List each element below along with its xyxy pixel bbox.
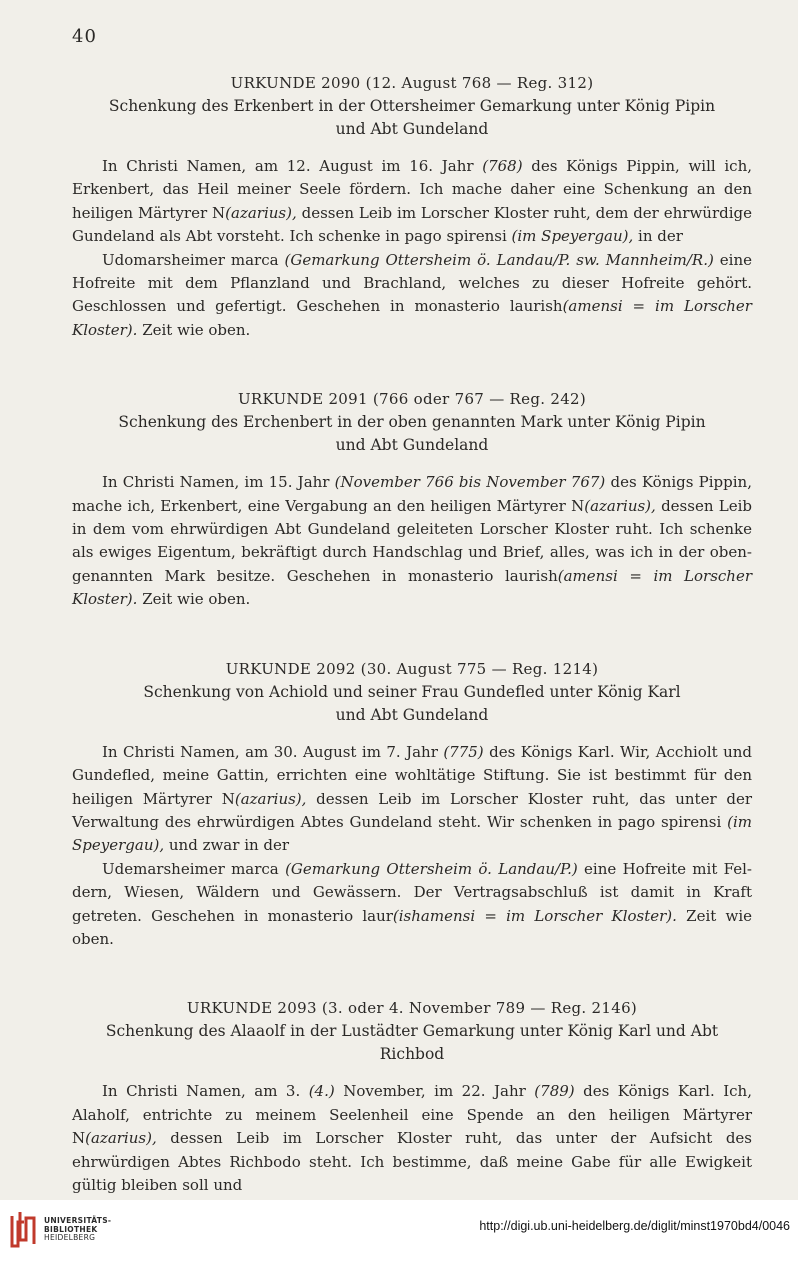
document-title-line: Schenkung des Erchenbert in der oben genannten Mark unter König Pipin	[118, 413, 706, 432]
document-paragraph	[72, 858, 752, 952]
document-heading: URKUNDE 2093 (3. oder 4. November 789 — Reg. 2146)	[186, 999, 638, 1018]
library-logo-icon	[8, 1210, 38, 1250]
italic-annotation: (azarius),	[85, 1129, 157, 1148]
document-title	[72, 681, 752, 727]
document-section	[72, 997, 752, 1197]
document-heading: URKUNDE 2092 (30. August 775 — Reg. 1214)	[225, 659, 599, 678]
document-title-line: und Abt Gundeland	[335, 120, 489, 138]
page-number: 40	[72, 26, 97, 47]
italic-annotation: (Gemarkung Ottersheim ö. Landau/P. sw. Mannheim/R.)	[284, 250, 714, 269]
document-title-line: und Abt Gundeland	[335, 705, 489, 724]
text-run: eine Hofreite mit dem Pflanzland und Brachland, welches zu dieser Hofreite gehört. Geschlossen und gefertigt. Geschehen in monasterio laurish	[72, 250, 752, 316]
text-run: Zeit wie oben.	[137, 590, 251, 609]
italic-annotation: (im Speyergau),	[511, 227, 634, 246]
document-title	[72, 95, 752, 141]
library-name-line-2: BIBLIOTHEK	[44, 1224, 98, 1234]
source-url-link[interactable]: http://digi.ub.uni-heidelberg.de/diglit/minst1970bd4/0046	[479, 1219, 790, 1233]
italic-annotation: (Gemarkung Ottersheim ö. Landau/P.)	[285, 859, 578, 878]
text-run: Zeit wie oben.	[137, 320, 251, 339]
text-run: Zeit wie oben.	[72, 906, 752, 948]
document-paragraph	[72, 1080, 752, 1197]
library-name-line-1: UNIVERSITÄTS-	[44, 1216, 112, 1225]
italic-annotation: (768)	[482, 157, 523, 175]
document-title	[72, 1020, 752, 1066]
text-run: dessen Leib in dem vom ehrwürdigen Abt Gundeland geleiteten Lorscher Kloster ruht. Ich schenke als ewiges Eigentum, bekräftigt durch Handschlag und Brief, alles, was ich in der obengenannten Mark besitze. Geschehen in monasterio laurish	[72, 496, 752, 585]
italic-annotation: (azarius),	[234, 789, 307, 808]
text-run: November, im 22. Jahr	[334, 1082, 535, 1101]
italic-annotation: (azarius),	[584, 496, 656, 515]
text-run: In Christi Namen, im 15. Jahr	[102, 473, 335, 492]
text-run: in der	[633, 227, 683, 246]
text-run: In Christi Namen, am 3.	[102, 1082, 309, 1101]
document-title-line: Schenkung des Alaaolf in der Lustädter Gemarkung unter König Karl und Abt Richbod	[105, 1022, 719, 1064]
document-paragraph	[72, 155, 752, 249]
text-run: In Christi Namen, am 12. August im 16. Jahr	[102, 157, 483, 175]
text-run: dessen Leib im Lorscher Kloster ruht, dem der ehrwürdige Gundeland als Abt vorsteht. Ich schenke in pago spirensi	[72, 203, 752, 246]
text-run: dessen Leib im Lorscher Kloster ruht, das unter der Aufsicht des ehrwürdigen Abtes Richbodo steht. Ich bestimme, daß meine Gabe für alle Ewigkeit gültig bleiben soll und	[72, 1129, 752, 1194]
document-heading: URKUNDE 2090 (12. August 768 — Reg. 312)	[230, 74, 594, 92]
footer-bar	[0, 1200, 798, 1264]
text-run: des Königs Karl. Wir, Acchiolt und Gundefled, meine Gattin, errichten eine wohltätige Stiftung. Sie ist bestimmt für den heiligen Märtyrer N	[72, 742, 753, 808]
document-title-line: und Abt Gundeland	[335, 436, 489, 455]
text-run: dessen Leib im Lorscher Kloster ruht, das unter der Verwaltung des ehrwürdigen Abtes Gundeland steht. Wir schenken in pago spirensi	[72, 789, 752, 831]
document-section	[72, 72, 752, 342]
document-paragraph	[72, 741, 752, 858]
italic-annotation: (ishamensi = im Lorscher Kloster).	[392, 906, 677, 925]
italic-annotation: (amensi = im Lorscher Kloster).	[72, 566, 752, 609]
italic-annotation: (4.)	[308, 1082, 335, 1101]
italic-annotation: (amensi = im Lorscher Kloster).	[72, 297, 752, 339]
italic-annotation: (im Speyergau),	[72, 812, 752, 855]
document-section	[72, 658, 752, 952]
text-run: Udomarsheimer marca	[102, 250, 285, 269]
italic-annotation: (November 766 bis November 767)	[334, 473, 606, 492]
document-title-line: Schenkung des Erkenbert in der Ottersheimer Gemarkung unter König Pipin	[108, 97, 716, 115]
text-run: des Königs Pippin, mache ich, Erkenbert, eine Vergabung an den heiligen Märtyrer N	[72, 473, 752, 515]
italic-annotation: (789)	[534, 1082, 575, 1101]
text-run: des Königs Pippin, will ich, Erkenbert, das Heil meiner Seele fördern. Ich mache daher eine Schenkung an den heiligen Märtyrer N	[72, 157, 752, 222]
italic-annotation: (775)	[443, 742, 484, 761]
page-content	[72, 72, 752, 1197]
document-heading: URKUNDE 2091 (766 oder 767 — Reg. 242)	[237, 390, 587, 409]
text-run: eine Hofreite mit Feldern, Wiesen, Wäldern und Gewässern. Der Vertragsabschluß ist damit in Kraft getreten. Geschehen in monasterio laur	[72, 859, 752, 925]
document-paragraph	[72, 471, 752, 611]
document-title-line: Schenkung von Achiold und seiner Frau Gundefled unter König Karl	[143, 682, 681, 701]
document-title	[72, 411, 752, 457]
text-run: Udemarsheimer marca	[102, 859, 286, 878]
text-run: des Königs Karl. Ich, Alaholf, entrichte zu meinem Seelenheil eine Spende an den heiligen Märtyrer N	[72, 1082, 752, 1148]
text-run: In Christi Namen, am 30. August im 7. Jahr	[102, 742, 444, 761]
text-run: und zwar in der	[164, 836, 290, 855]
library-name-line-3: HEIDELBERG	[44, 1233, 96, 1242]
italic-annotation: (azarius),	[225, 203, 297, 222]
document-paragraph	[72, 249, 752, 343]
document-section	[72, 388, 752, 611]
library-name	[44, 1217, 111, 1243]
